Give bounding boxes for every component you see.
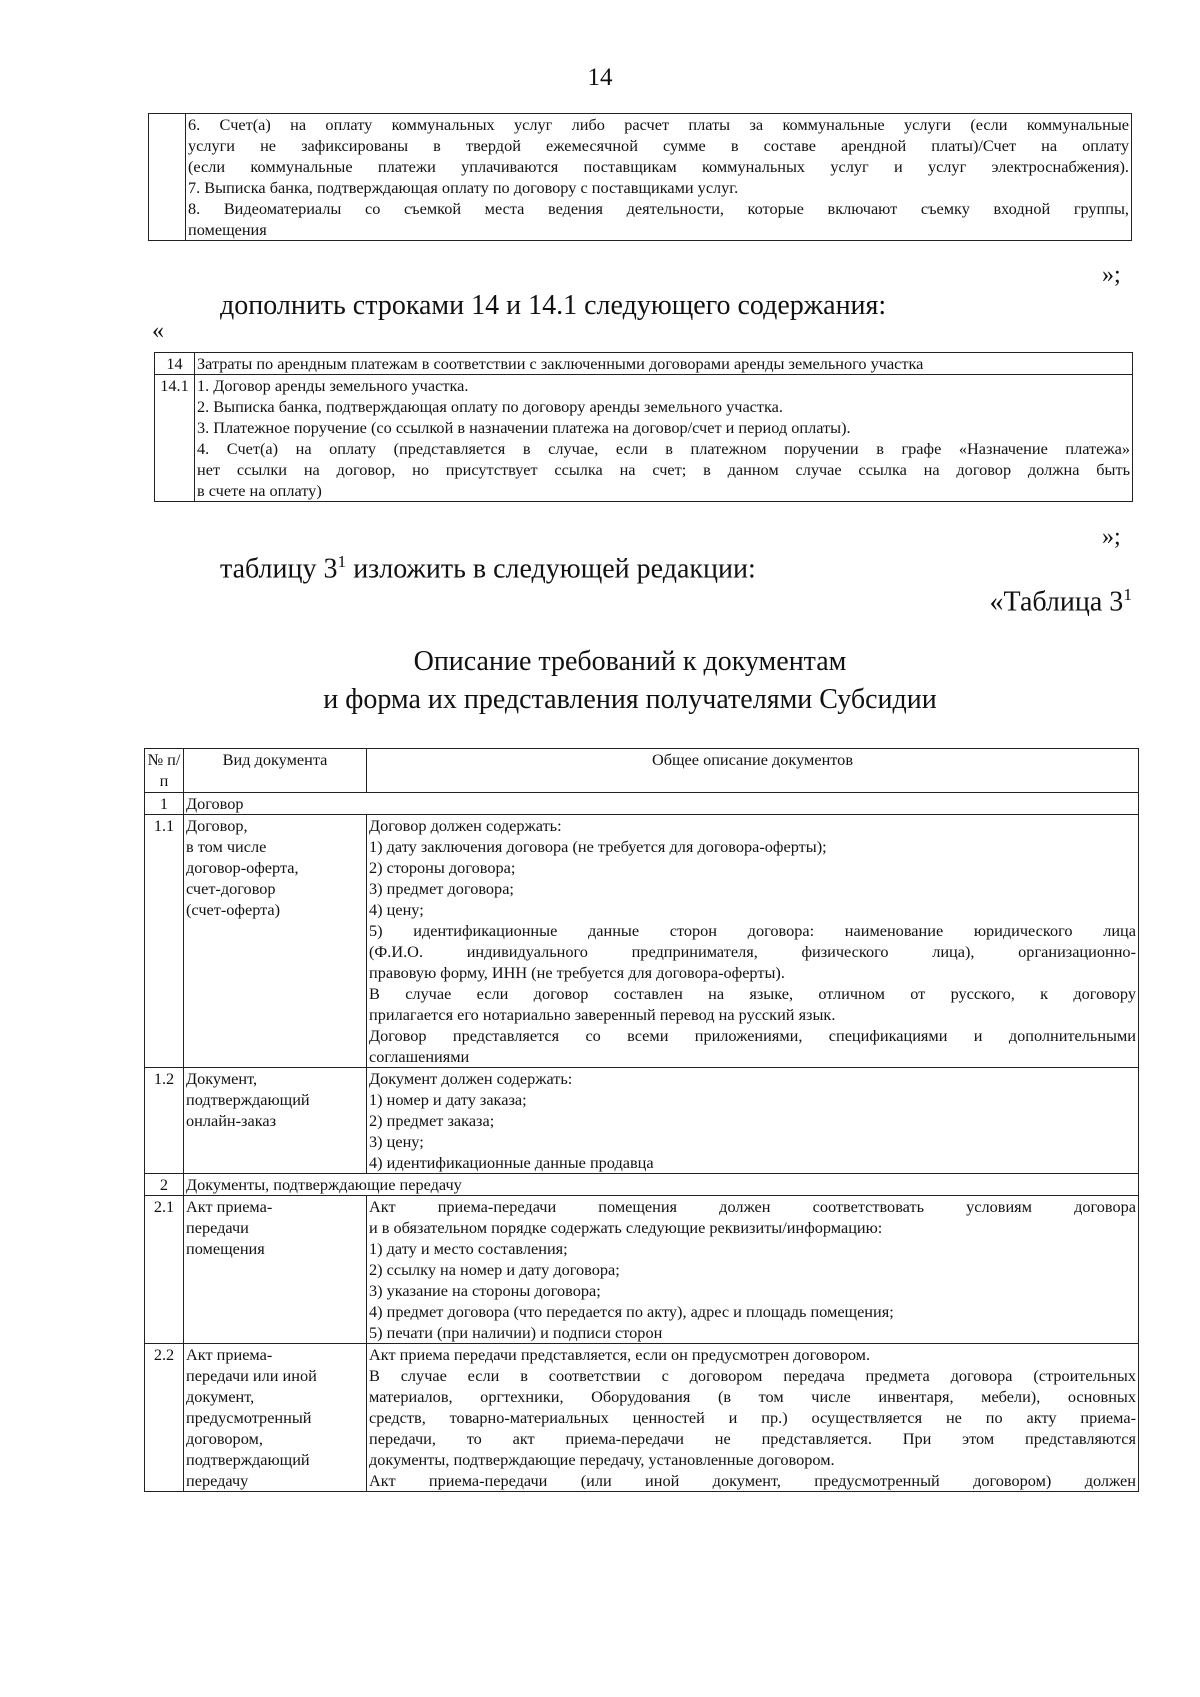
- header-description: [367, 749, 1139, 793]
- text-line: 2) стороны договора;: [369, 858, 516, 877]
- text-line: нет ссылки на договор, но присутствует ссылка на счет; в данном случае ссылка на договор должна быть: [197, 460, 1130, 479]
- table-row: [155, 375, 1133, 502]
- row-text: [195, 375, 1133, 502]
- section-number: [145, 1174, 184, 1196]
- text-line: 2. Выписка банка, подтверждающая оплату по договору аренды земельного участка.: [197, 397, 783, 416]
- document-type: [184, 1344, 367, 1492]
- text-line: 1) номер и дату заказа;: [369, 1090, 527, 1109]
- text-line: 1. Договор аренды земельного участка.: [197, 376, 469, 395]
- text-line: 5) идентификационные данные сторон договора: наименование юридического лица: [369, 921, 1136, 940]
- superscript: 1: [1123, 585, 1132, 604]
- empty-num-cell: [149, 114, 186, 241]
- document-description: [367, 1344, 1139, 1492]
- table-caption: [990, 585, 1132, 618]
- row-text: [195, 353, 1133, 375]
- section-row: [145, 1174, 1139, 1196]
- row-number: [155, 375, 195, 502]
- text-line: предусмотренный: [186, 1408, 312, 1427]
- row-number: [145, 1344, 184, 1492]
- text-line: Договор,: [186, 816, 248, 835]
- header-num: [145, 749, 184, 793]
- section-title: [184, 1174, 1139, 1196]
- text-line: материалов, оргтехники, Оборудования (в том числе инвентаря, мебели), основных: [369, 1387, 1136, 1406]
- text-line: 3) цену;: [369, 1132, 424, 1151]
- page-number: 14: [587, 64, 613, 91]
- text-line: 1) дату заключения договора (не требуется для договора-оферты);: [369, 837, 827, 856]
- row-text-line: Затраты по арендным платежам в соответствии с заключенными договорами аренды земельного участка: [197, 354, 924, 373]
- text-line: 4. Счет(а) на оплату (представляется в случае, если в платежном поручении в графе «Назначение платежа»: [197, 439, 1130, 458]
- header-type-text: Вид документа: [222, 750, 328, 769]
- text-line: документы, подтверждающие передачу, установленные договором.: [369, 1450, 835, 1469]
- row-number: [145, 1196, 184, 1344]
- text-line: Акт приема передачи представляется, если он предусмотрен договором.: [369, 1345, 871, 1364]
- requirements-table: [144, 748, 1139, 1492]
- instruction-text: изложить в следующей редакции:: [346, 553, 756, 585]
- table-row: [145, 1068, 1139, 1174]
- text-line: 4) предмет договора (что передается по акту), адрес и площадь помещения;: [369, 1302, 894, 1321]
- text-line: 6. Счет(а) на оплату коммунальных услуг либо расчет платы за коммунальные услуги (если коммунальные: [188, 115, 1129, 134]
- text-line: договор-оферта,: [186, 858, 299, 877]
- top-table-text-cell: [186, 114, 1132, 241]
- text-line: 2) ссылку на номер и дату договора;: [369, 1260, 620, 1279]
- text-line: правовую форму, ИНН (не требуется для договора-оферты).: [369, 963, 785, 982]
- table-row: [155, 353, 1133, 375]
- text-line: соглашениями: [369, 1047, 470, 1066]
- closing-quote: »;: [1102, 262, 1121, 288]
- top-table: [148, 113, 1132, 241]
- text-line: (счет-оферта): [186, 900, 281, 919]
- text-line: передачи, то акт приема-передачи не представляется. При этом представляются: [369, 1429, 1136, 1448]
- text-line: в счете на оплату): [197, 481, 322, 500]
- text-line: 2) предмет заказа;: [369, 1111, 495, 1130]
- doc-title-line-2: и форма их представления получателями Субсидии: [323, 684, 937, 715]
- row-number-text: 14.1: [160, 376, 189, 395]
- text-line: передачу: [186, 1471, 249, 1490]
- text-line: 4) цену;: [369, 900, 424, 919]
- text-line: подтверждающий: [186, 1450, 310, 1469]
- text-line: передачи: [186, 1218, 249, 1237]
- text-line: помещения: [186, 1239, 265, 1258]
- row-number: [145, 1068, 184, 1174]
- table-row: [149, 114, 1132, 241]
- text-line: в том числе: [186, 837, 267, 856]
- text-line: 5) печати (при наличии) и подписи сторон: [369, 1323, 663, 1342]
- text-line: (если коммунальные платежи уплачиваются поставщикам коммунальных услуг и услуг электроснабжения).: [188, 157, 1129, 176]
- section-title-text: Документы, подтверждающие передачу: [186, 1175, 462, 1194]
- text-line: Акт приема-: [186, 1197, 273, 1216]
- text-line: (Ф.И.О. индивидуального предпринимателя, физического лица), организационно-: [369, 942, 1136, 961]
- text-line: Акт приема-передачи помещения должен соответствовать условиям договора: [369, 1197, 1136, 1216]
- header-num-text: № п/п: [147, 750, 181, 790]
- document-description: [367, 815, 1139, 1068]
- text-line: Документ должен содержать:: [369, 1069, 573, 1088]
- text-line: договором,: [186, 1429, 263, 1448]
- document-description: [367, 1068, 1139, 1174]
- rows-14-table: [154, 352, 1133, 502]
- text-line: Документ,: [186, 1069, 258, 1088]
- instruction-add-rows: дополнить строками 14 и 14.1 следующего содержания:: [220, 290, 887, 321]
- text-line: 1) дату и место составления;: [369, 1239, 568, 1258]
- superscript: 1: [337, 552, 347, 571]
- section-title: [184, 793, 1139, 815]
- document-description: [367, 1196, 1139, 1344]
- row-number-text: 1.2: [153, 1069, 175, 1088]
- text-line: подтверждающий: [186, 1090, 310, 1109]
- section-row: [145, 793, 1139, 815]
- document-type: [184, 815, 367, 1068]
- text-line: 8. Видеоматериалы со съемкой места ведения деятельности, которые включают съемку входной группы,: [188, 199, 1129, 218]
- table-caption-text: «Таблица 3: [989, 586, 1124, 618]
- text-line: 4) идентификационные данные продавца: [369, 1153, 654, 1172]
- text-line: 3) предмет договора;: [369, 879, 514, 898]
- header-desc-text: Общее описание документов: [651, 750, 854, 769]
- row-number-text: 2.2: [153, 1345, 175, 1364]
- row-number-text: 2.1: [153, 1197, 175, 1216]
- table-row: [145, 1196, 1139, 1344]
- text-line: средств, товарно-материальных ценностей и пр.) осуществляется не по акту приема-: [369, 1408, 1136, 1427]
- table-row: [145, 1344, 1139, 1492]
- section-number: [145, 793, 184, 815]
- section-title-text: Договор: [186, 794, 244, 813]
- text-line: 7. Выписка банка, подтверждающая оплату по договору с поставщиками услуг.: [188, 178, 739, 197]
- table-row: [145, 815, 1139, 1068]
- text-line: прилагается его нотариально заверенный перевод на русский язык.: [369, 1005, 836, 1024]
- text-line: В случае если договор составлен на языке, отличном от русского, к договору: [369, 984, 1136, 1003]
- text-line: онлайн-заказ: [186, 1111, 277, 1130]
- instruction-replace-table: [220, 552, 756, 585]
- section-number-text: 2: [159, 1175, 169, 1194]
- document-type: [184, 1196, 367, 1344]
- text-line: счет-договор: [186, 879, 276, 898]
- text-line: и в обязательном порядке содержать следующие реквизиты/информацию:: [369, 1218, 883, 1237]
- text-line: передачи или иной: [186, 1366, 317, 1385]
- text-line: Акт приема-передачи (или иной документ, предусмотренный договором) должен: [369, 1471, 1136, 1490]
- doc-title-line-1: Описание требований к документам: [413, 646, 847, 677]
- row-number: [145, 815, 184, 1068]
- text-line: услуги не зафиксированы в твердой ежемесячной сумме в составе арендной платы)/Счет на оплату: [188, 136, 1129, 155]
- text-line: 3) указание на стороны договора;: [369, 1281, 601, 1300]
- closing-quote: »;: [1102, 524, 1121, 550]
- text-line: документ,: [186, 1387, 255, 1406]
- instruction-text: таблицу 3: [220, 553, 338, 585]
- row-number-text: 1.1: [153, 816, 175, 835]
- text-line: В случае если в соответствии с договором передача предмета договора (строительных: [369, 1366, 1136, 1385]
- section-number-text: 1: [159, 794, 169, 813]
- text-line: Договор должен содержать:: [369, 816, 562, 835]
- text-line: 3. Платежное поручение (со ссылкой в назначении платежа на договор/счет и период оплаты).: [197, 418, 851, 437]
- text-line: Акт приема-: [186, 1345, 273, 1364]
- text-line: Договор представляется со всеми приложениями, спецификациями и дополнительными: [369, 1026, 1136, 1045]
- opening-quote: «: [152, 318, 164, 344]
- row-number-text: 14: [166, 354, 183, 373]
- table-header-row: [145, 749, 1139, 793]
- row-number: [155, 353, 195, 375]
- text-line: помещения: [188, 220, 267, 239]
- document-type: [184, 1068, 367, 1174]
- header-type: [184, 749, 367, 793]
